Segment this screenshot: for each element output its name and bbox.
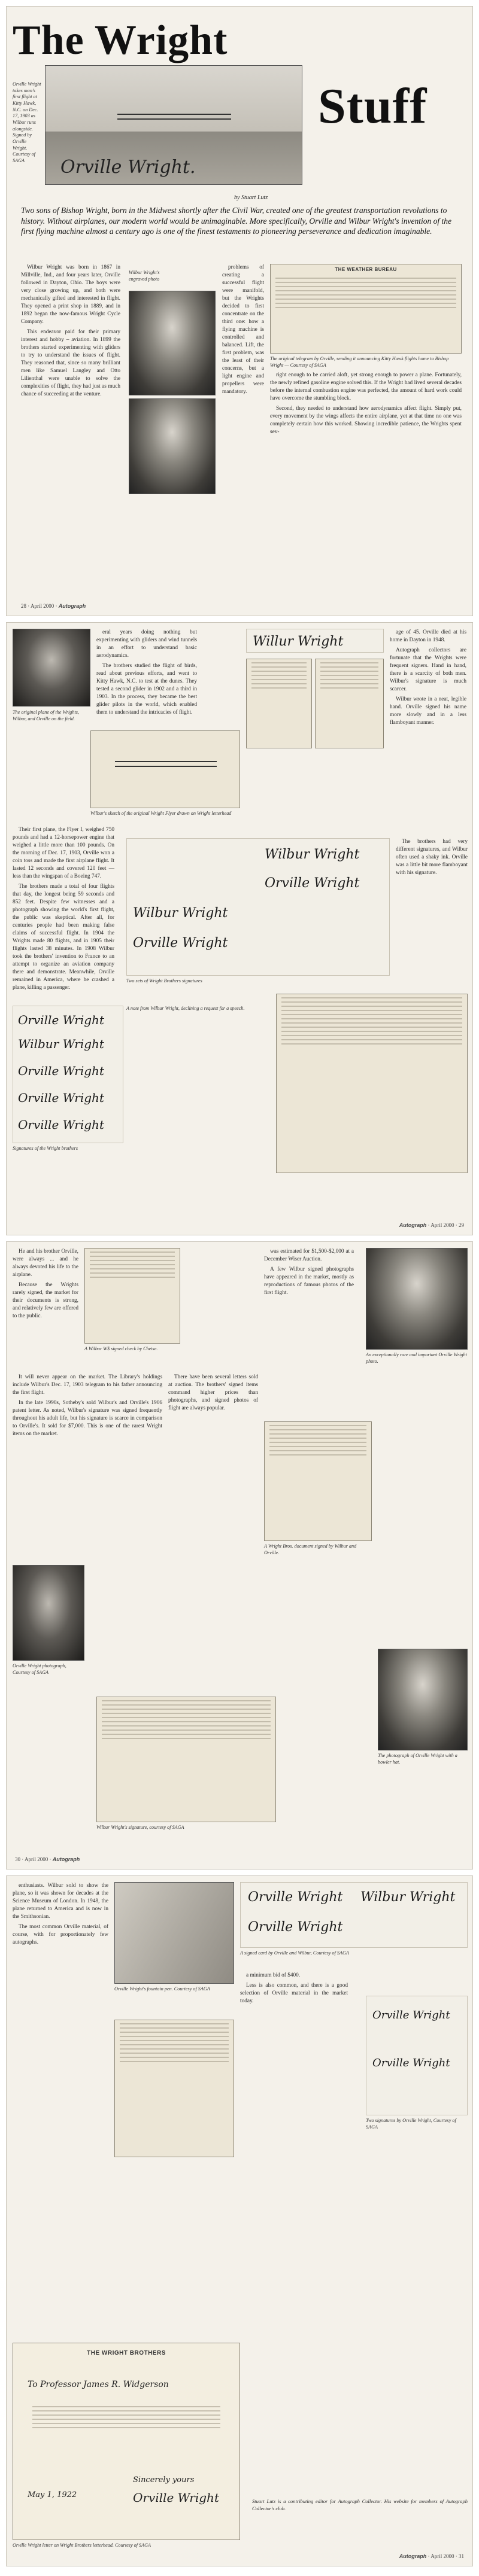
p3-column-2 bbox=[13, 1374, 162, 1441]
letterhead: THE WRIGHT BROTHERS bbox=[87, 2350, 166, 2356]
two-sets-caption: Two sets of Wright Brothers signatures bbox=[126, 978, 202, 983]
p4-sig-3: Orville Wright bbox=[248, 1920, 343, 1935]
p1-column-1 bbox=[21, 264, 120, 401]
p1-column-3 bbox=[270, 372, 462, 439]
p4-document-mid bbox=[114, 2020, 234, 2157]
wrights-field-photo bbox=[13, 629, 90, 707]
p3-check-document bbox=[84, 1248, 180, 1344]
p2-column-2 bbox=[96, 629, 197, 719]
sig-caption: Two signatures by Orville Wright, Courtesy of SAGA bbox=[366, 2118, 456, 2130]
p2-col1-lead: Their first plane, the Flyer I, weighed 750 pounds and had a 12-horsepower engine that weighed a little more than 100 pounds. On the morning of Dec. 17, 1903, Orville won a coin toss and made the first airplane flight. It lasted 12 seconds and covered 120 feet — less than the wingspan of a Boeing 747. bbox=[13, 827, 114, 880]
p4-sig-4: Orville Wright bbox=[372, 2009, 450, 2021]
sig-sample-2: Wilbur Wright bbox=[18, 1037, 104, 1051]
p2-column-4 bbox=[396, 838, 468, 879]
folio-p31: Autograph · April 2000 · 31 bbox=[399, 2553, 464, 2559]
sig-sample-5: Orville Wright bbox=[18, 1118, 104, 1132]
sketch-caption: Wilbur's sketch of the original Wright Flyer drawn on Wright letterhead bbox=[90, 811, 232, 816]
orville-photo-caption: Orville Wright photograph, Courtesy of SAGA bbox=[13, 1663, 66, 1675]
wilbur-signature-caption: Wilbur Wright's signature, courtesy of SAGA bbox=[96, 1825, 184, 1830]
p1-col3-para-1: right enough to be carried aloft, yet strong enough to power a plane. Fortunately, the newly refined gasoline engine solved this. If the Wright had lived several decades before the internal combustion engine was perfected, the amount of hard work could have overcome the stumbling block. bbox=[270, 372, 462, 402]
set-sig-2: Orville Wright bbox=[265, 876, 360, 891]
orville-pen-photo bbox=[114, 1882, 234, 1984]
p4-sig-column bbox=[366, 1996, 468, 2115]
page-3 bbox=[6, 1241, 473, 1869]
p1-col3-para-2: Second, they needed to understand how aerodynamics affect flight. Simply put, every movement by the wings affects the entire airplane, yet at that time no one was completely certain how this worked. Showing incredible patience, the Wrights spent sev- bbox=[270, 406, 462, 436]
orville-bowler-photo bbox=[366, 1248, 468, 1350]
wilbur-note bbox=[276, 994, 468, 1173]
orville-photograph bbox=[13, 1565, 84, 1661]
right-caption-1: An exceptionally rare and important Orville Wright photo. bbox=[366, 1352, 467, 1364]
sig-sample-4: Orville Wright bbox=[18, 1091, 104, 1105]
p1-col1-para-2: This endeavor paid for their primary interest and hobby – aviation. In 1899 the brothers started experimenting with gliders to try to understand the issues of flight. They reasoned that, since so many brilliant men like Samuel Langley and Otto Lilienthal were unable to solve the complexities of flight, they had just as much chance of succeeding at the venture. bbox=[21, 329, 120, 398]
p1-col1-para-1: Wilbur Wright was born in 1867 in Millville, Ind., and four years later, Orville followed in Dayton, Ohio. The boys were very close growing up, and both were mechanically gifted and interested in flight. They opened a print shop in 1889, and in 1892 began the now-famous Wright Cycle Company. bbox=[21, 264, 120, 325]
article-deck: Two sons of Bishop Wright, born in the Midwest shortly after the Civil War, created one of the greatest transportation revolutions to history. Without airplanes, our modern world would be unimaginable. More specifically, Orville and Wilbur Wright's invention of the first flying machine almost a century ago is one of the finest testaments to pioneering perseverance and dedication imaginable. bbox=[21, 206, 451, 236]
card-caption: A signed card by Orville and Wilbur, Courtesy of SAGA bbox=[240, 1950, 349, 1956]
p3-col4-b: A few Wilbur signed photographs have appeared in the market, mostly as reproductions of famous photos of the first flight. bbox=[264, 1266, 354, 1296]
p3-col2-body: In the late 1990s, Sotheby's sold Wilbur's and Orville's 1906 patent letter. As noted, Wilbur's signature was signed frequently throughout his adult life, but his signature is scarce in comparison to Orville's. It sold for $7,000. This is one of the rarest Wright items on the market. bbox=[13, 1400, 162, 1438]
p2-col1-body: The brothers made a total of four flights that day, the longest being 59 seconds and 852 feet. Despite few witnesses and a photograph showing the world's first flight, the public was skeptical. After all, for centuries people had been making false claims of successful flight. In 1904 the Wrights made 80 flights, and in 1905 their flights lasted 38 minutes. In 1908 Wilbur took the brothers' invention to France to an attempt to organize an aviation company there and demonstrate. Meanwhile, Orville remained in America, where he crashed a plane, killing a passenger. bbox=[13, 884, 114, 991]
p4-signature-box bbox=[240, 1882, 468, 1948]
page-2 bbox=[6, 622, 473, 1235]
field-photo-caption: The original plane of the Wrights, Wilbur, and Orville on the field. bbox=[13, 710, 79, 721]
p4-sig-2: Wilbur Wright bbox=[360, 1890, 456, 1905]
author-note: Stuart Lutz is a contributing editor for Autograph Collector. His website for members of Autograph Collector's club. bbox=[252, 2498, 468, 2511]
set-sig-4: Orville Wright bbox=[133, 936, 228, 951]
p2-column-3 bbox=[390, 629, 466, 729]
letter-caption: Orville Wright letter on Wright Brothers letterhead. Courtesy of SAGA bbox=[13, 2542, 151, 2548]
article-title-stuff: Stuff bbox=[318, 78, 428, 134]
wilbur-flyer-sketch bbox=[90, 730, 240, 808]
orville-portrait bbox=[129, 398, 216, 494]
p4-col2-b: Less is also common, and there is a good selection of Orville material in the market today. bbox=[240, 1983, 348, 2005]
p2-col3-c: Wilbur wrote in a neat, legible hand. Orville signed his name more slowly and in a less flamboyant manner. bbox=[390, 696, 466, 726]
note-caption: A note from Wilbur Wright, declining a request for a speech. bbox=[126, 1006, 245, 1011]
p1-column-2 bbox=[222, 264, 264, 398]
p3-large-doc bbox=[96, 1697, 276, 1822]
sig-sample-3: Orville Wright bbox=[18, 1064, 104, 1078]
set-sig-3: Wilbur Wright bbox=[133, 906, 228, 921]
p3-column-1 bbox=[13, 1248, 78, 1323]
signatures-caption: Signatures of the Wright brothers bbox=[13, 1146, 78, 1151]
p4-sig-5: Orville Wright bbox=[372, 2057, 450, 2069]
p3-col1-a: He and his brother Orville, were always ... and he always devoted his life to the airplane. bbox=[13, 1249, 78, 1278]
p2-document-1 bbox=[246, 659, 312, 748]
sig-sample-1: Orville Wright bbox=[18, 1013, 104, 1027]
right-caption-2: The photograph of Orville Wright with a bowler hat. bbox=[378, 1753, 457, 1765]
p4-col1-a: enthusiasts. Wilbur sold to show the plane, so it was shown for decades at the Science Museum of London. In 1948, the plane returned to America and is now in the Smithsonian. bbox=[13, 1883, 108, 1920]
p4-col1-b: The most common Orville material, of course, with for proportionately few autographs. bbox=[13, 1924, 108, 1946]
p3-column-3 bbox=[168, 1374, 258, 1415]
page-1 bbox=[6, 6, 473, 616]
wright-brothers-letter bbox=[13, 2343, 240, 2540]
folio-p30: 30 · April 2000 · Autograph bbox=[15, 1856, 80, 1862]
p4-sig-1: Orville Wright bbox=[248, 1890, 343, 1905]
page-4 bbox=[6, 1875, 473, 2566]
sig-banner: Willur Wright bbox=[253, 634, 344, 649]
wilbur-portrait-caption: Wilbur Wright's engraved photo bbox=[129, 270, 160, 282]
p2-col3-a: age of 45. Orville died at his home in Dayton in 1948. bbox=[390, 629, 466, 644]
p1-col2-para: problems of creating a successful flight were manifold, but the Wrights decided to first concentrate on the third one: how a flying machine is controlled and balanced. Lift, the first problem, was the least of their concerns, but a light engine and propellers were mandatory. bbox=[222, 264, 264, 395]
check-caption: A Wilbur W$ signed check by Chetse. bbox=[84, 1346, 158, 1351]
sketch-flyer bbox=[115, 761, 217, 762]
cover-signature: Orville Wright. bbox=[60, 157, 196, 178]
p3-col1-b: Because the Wrights rarely signed, the market for their documents is strong, and relatively few are offered to the public. bbox=[13, 1282, 78, 1320]
wilbur-signature-banner bbox=[246, 629, 384, 653]
letter-salutation: To Professor James R. Widgerson bbox=[28, 2380, 169, 2389]
p2-col2-lead: eral years doing nothing but experimenting with gliders and wind tunnels in an effort to understand basic aerodynamics. bbox=[96, 629, 197, 659]
two-sets-signatures bbox=[126, 838, 390, 976]
p2-col4-a: The brothers had very different signatures, and Wilbur often used a shaky ink. Orville was a little bit more flamboyant with his signature. bbox=[396, 839, 468, 876]
weather-bureau-telegram bbox=[270, 264, 462, 354]
p3-signed-doc bbox=[264, 1421, 372, 1541]
folio-p29: Autograph · April 2000 · 29 bbox=[399, 1222, 464, 1228]
letter-signature: Orville Wright bbox=[133, 2490, 219, 2505]
telegram-heading: THE WEATHER BUREAU bbox=[335, 267, 397, 272]
pen-caption: Orville Wright's fountain pen. Courtesy of SAGA bbox=[114, 1986, 210, 1992]
p3-col2-lead: It will never appear on the market. The Library's holdings include Wilbur's Dec. 17, 1903 telegram to his father announcing the first flight. bbox=[13, 1374, 162, 1396]
cover-photo-caption: Orville Wright takes man's first flight at Kitty Hawk, N.C. on Dec. 17, 1903 as Wilbur runs alongside. Signed by Orville Wright. Courtesy of SAGA bbox=[13, 81, 41, 163]
set-sig-1: Wilbur Wright bbox=[265, 847, 360, 862]
byline: by Stuart Lutz bbox=[234, 194, 268, 201]
folio-p28: 28 · April 2000 · Autograph bbox=[21, 602, 86, 609]
signature-samples-box bbox=[13, 1006, 123, 1143]
article-title: The Wright bbox=[13, 17, 228, 63]
p4-col2-a: a minimum bid of $400. bbox=[246, 1972, 301, 1978]
p2-col2-body: The brothers studied the flight of birds, read about previous efforts, and went to Kitty Hawk, N.C. to test at the dunes. They tested a second glider in 1902 and a third in 1903. In the process, they became the best glider pilots in the world, which enabled them to understand the intricacies of flight. bbox=[96, 663, 197, 716]
first-flight-photo bbox=[45, 65, 302, 185]
letter-closing: Sincerely yours bbox=[133, 2475, 195, 2484]
p3-col3-body: There have been several letters sold at auction. The brothers' signed items command higher prices than photographs, and signed photos of flight are always popular. bbox=[168, 1374, 258, 1412]
p3-column-4 bbox=[264, 1248, 354, 1299]
doc-caption: A Wright Bros. document signed by Wilbur and Orville. bbox=[264, 1543, 357, 1555]
p2-col3-b: Autograph collectors are fortunate that the Wrights were frequent signers. Hand in hand, there is a scarcity of both men. Wilbur's signature is much scarcer. bbox=[390, 647, 466, 693]
letter-date: May 1, 1922 bbox=[28, 2490, 77, 2499]
p2-column-1 bbox=[13, 826, 114, 994]
telegram-caption: The original telegram by Orville, sending it announcing Kitty Hawk flights home to Bishop Wright — Courtesy of SAGA bbox=[270, 356, 449, 368]
p4-column-1 bbox=[13, 1882, 108, 1949]
p3-col4-a: was estimated for $1,500-$2,000 at a December Wiser Auction. bbox=[264, 1249, 354, 1263]
flyer-airplane bbox=[117, 114, 231, 115]
p2-document-2 bbox=[315, 659, 384, 748]
orville-right-portrait bbox=[378, 1649, 468, 1750]
wilbur-portrait bbox=[129, 291, 216, 395]
p4-column-2 bbox=[240, 1972, 348, 2008]
